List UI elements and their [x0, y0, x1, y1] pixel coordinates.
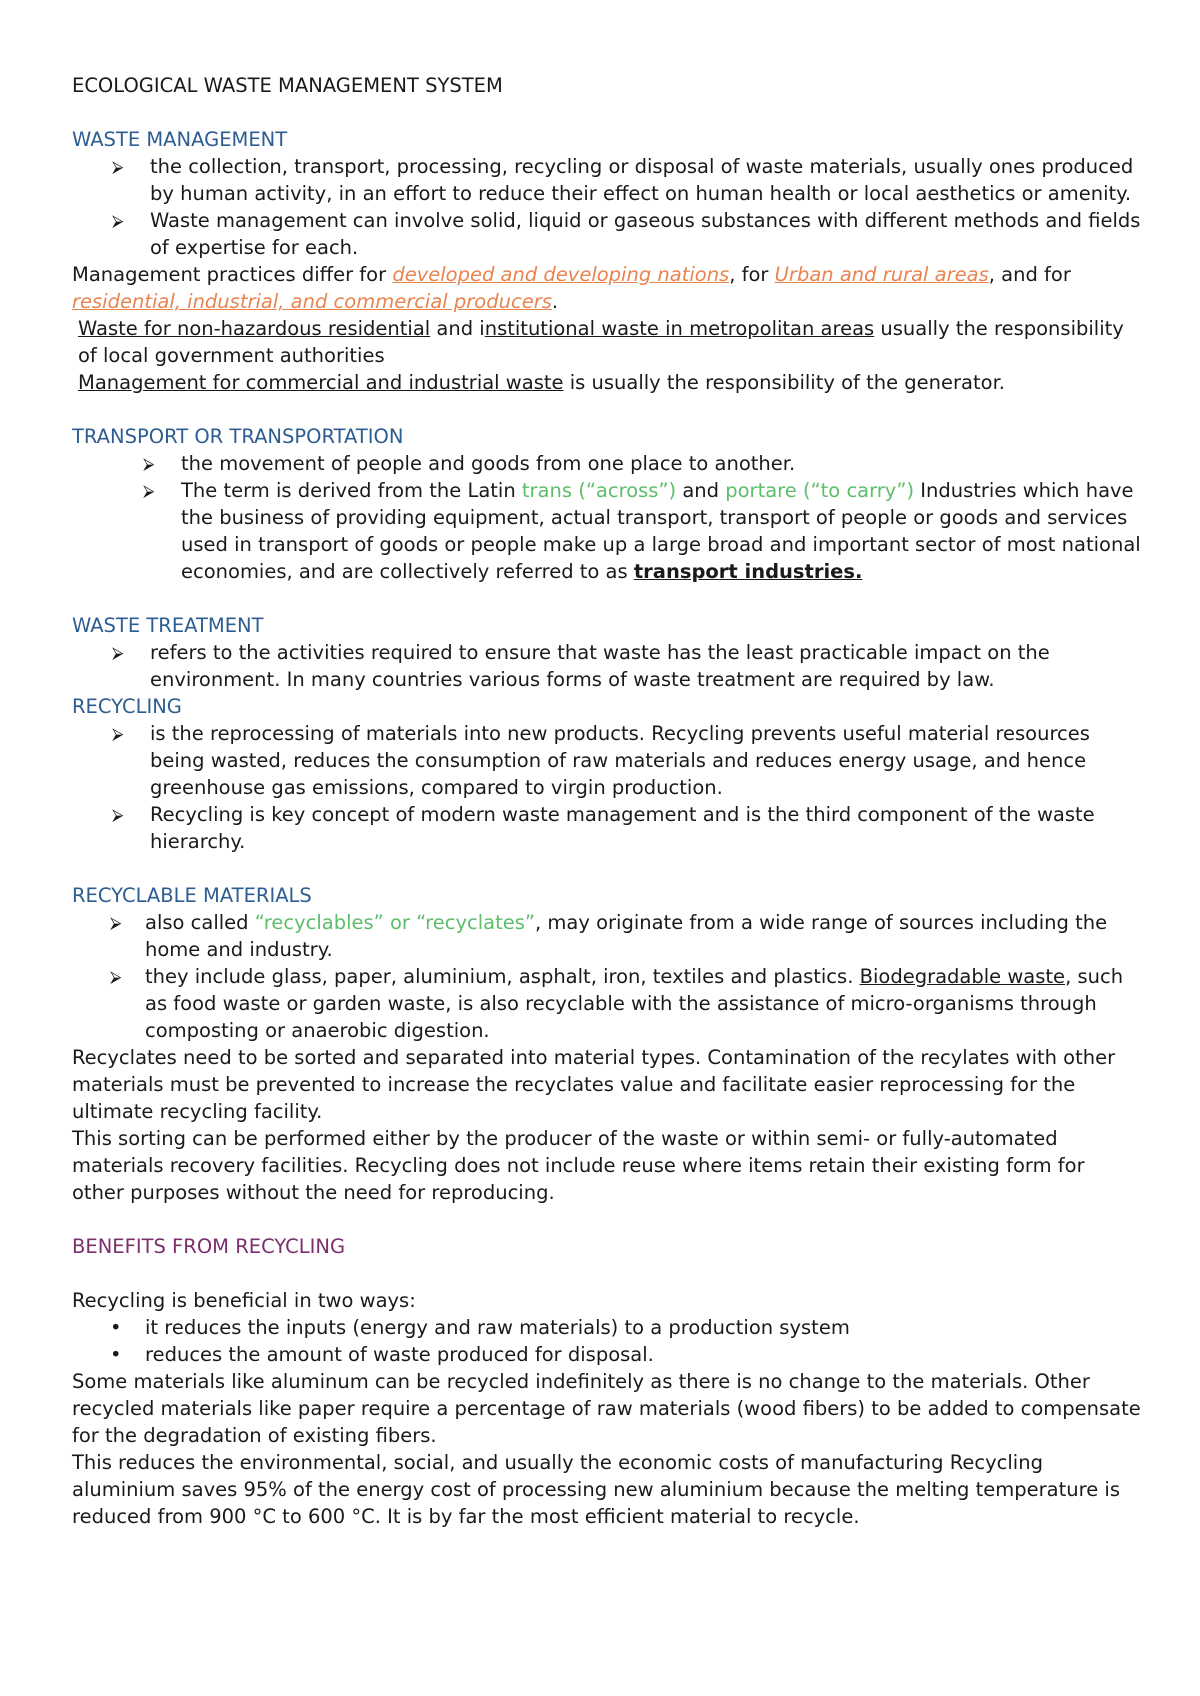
heading-recyclable-materials: RECYCLABLE MATERIALS: [72, 884, 312, 907]
heading-transport: TRANSPORT OR TRANSPORTATION: [72, 425, 404, 448]
list-item: ⮚ Recycling is key concept of modern waste management and is the third component of the waste hierarchy.: [112, 803, 1095, 853]
paragraph-energy-savings: This reduces the environmental, social, and usually the economic costs of manufacturing Recycling aluminium saves 95% of the energy cost of processing new aluminium because the melting temperature is reduced from 900 °C to 600 °C. It is by far the most efficient material to recycle.: [72, 1451, 1120, 1528]
list-item: • reduces the amount of waste produced for disposal.: [110, 1343, 654, 1366]
section-waste-treatment: [72, 612, 1142, 693]
section-recyclable-materials: [72, 882, 1142, 1206]
list-item: ⮚ The term is derived from the Latin trans (“across”) and portare (“to carry”) Industries which have the business of providing equipment, actual transport, transport of people or goods and services used in transport of goods or people make up a large broad and important sector of most national economies, and are collectively referred to as transport industries.: [143, 479, 1141, 583]
arrow-bullet-icon: ⮚: [143, 481, 155, 500]
paragraph-recyclates-sorting: Recyclates need to be sorted and separated into material types. Contamination of the recylates with other materials must be prevented to increase the recyclates value and facilitate easier reprocessing for the ultimate recycling facility.: [72, 1046, 1116, 1123]
arrow-bullet-icon: ⮚: [112, 643, 124, 662]
arrow-bullet-icon: ⮚: [110, 913, 122, 932]
arrow-bullet-icon: ⮚: [112, 211, 124, 230]
list-item: ⮚ refers to the activities required to ensure that waste has the least practicable impact on the environment. In many countries various forms of waste treatment are required by law.: [112, 641, 1050, 691]
link-urban-rural[interactable]: Urban and rural areas: [774, 263, 989, 286]
arrow-bullet-icon: ⮚: [112, 805, 124, 824]
arrow-bullet-icon: ⮚: [110, 967, 122, 986]
section-transport: [72, 423, 1142, 585]
list-item: ⮚ also called “recyclables” or “recyclates”, may originate from a wide range of sources including the home and industry.: [110, 911, 1108, 961]
arrow-bullet-icon: ⮚: [143, 454, 155, 473]
heading-waste-management: WASTE MANAGEMENT: [72, 128, 288, 151]
arrow-bullet-icon: ⮚: [112, 157, 124, 176]
document-body: [72, 72, 1142, 1530]
dot-bullet-icon: •: [110, 1343, 122, 1366]
paragraph-sorting-facilities: This sorting can be performed either by the producer of the waste or within semi- or fully-automated materials recovery facilities. Recycling does not include reuse where items retain their existing form for other purposes without the need for reproducing.: [72, 1127, 1085, 1204]
list-item: ⮚ Waste management can involve solid, liquid or gaseous substances with different methods and fields of expertise for each.: [112, 209, 1141, 259]
heading-benefits: BENEFITS FROM RECYCLING: [72, 1235, 346, 1258]
list-item: ⮚ the collection, transport, processing, recycling or disposal of waste materials, usually ones produced by human activity, in an effort to reduce their effect on human health or local aesthetics or amenity.: [112, 155, 1134, 205]
paragraph-benefits-intro: Recycling is beneficial in two ways:: [72, 1289, 416, 1312]
section-recycling: [72, 693, 1142, 855]
list-item: ⮚ is the reprocessing of materials into new products. Recycling prevents useful material resources being wasted, reduces the consumption of raw materials and reduces energy usage, and hence greenhouse gas emissions, compared to virgin production.: [112, 722, 1090, 799]
paragraph-practices: Management practices differ for developed and developing nations, for Urban and rural areas, and for residential, industrial, and commercial producers.: [72, 263, 1071, 313]
list-item: ⮚ the movement of people and goods from one place to another.: [143, 452, 796, 475]
link-producers[interactable]: residential, industrial, and commercial producers: [72, 290, 552, 313]
list-item: • it reduces the inputs (energy and raw materials) to a production system: [110, 1316, 850, 1339]
list-item: ⮚ they include glass, paper, aluminium, asphalt, iron, textiles and plastics. Biodegradable waste, such as food waste or garden waste, is also recyclable with the assistance of micro-organisms through composting or anaerobic digestion.: [110, 965, 1124, 1042]
heading-recycling: RECYCLING: [72, 695, 182, 718]
link-developed-nations[interactable]: developed and developing nations: [392, 263, 730, 286]
arrow-bullet-icon: ⮚: [112, 724, 124, 743]
paragraph-aluminum: Some materials like aluminum can be recycled indefinitely as there is no change to the materials. Other recycled materials like paper require a percentage of raw materials (wood fibers) to be added to compensate for the degradation of existing fibers.: [72, 1370, 1141, 1447]
heading-waste-treatment: WASTE TREATMENT: [72, 614, 264, 637]
document-title: ECOLOGICAL WASTE MANAGEMENT SYSTEM: [72, 74, 503, 97]
section-waste-management: [72, 126, 1142, 396]
paragraph-commercial-waste: Management for commercial and industrial waste is usually the responsibility of the generator.: [78, 371, 1005, 394]
dot-bullet-icon: •: [110, 1316, 122, 1339]
paragraph-residential-waste: Waste for non-hazardous residential and institutional waste in metropolitan areas usually the responsibility of local government authorities: [78, 317, 1124, 367]
section-benefits: [72, 1233, 1142, 1530]
